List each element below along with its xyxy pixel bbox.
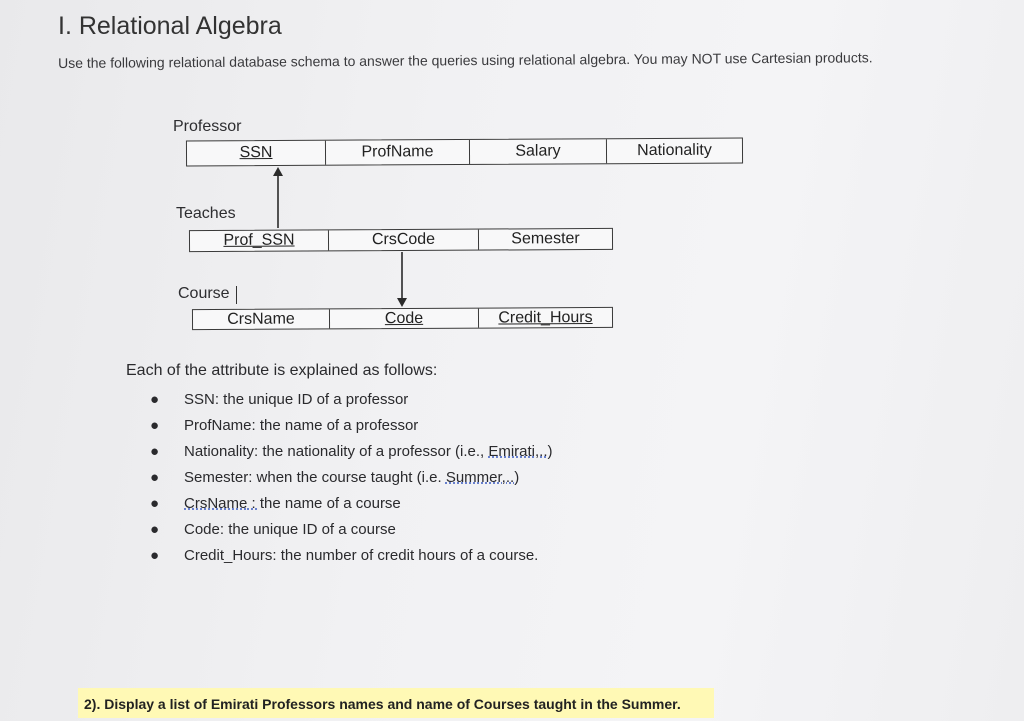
desc: : the unique ID of a course — [219, 520, 396, 538]
attribute-list — [150, 386, 553, 568]
term: CrsName — [184, 494, 248, 512]
professor-ssn-cell: SSN — [187, 141, 326, 166]
desc: : the nationality of a professor (i.e., — [254, 442, 489, 460]
desc: : the unique ID of a professor — [214, 390, 409, 408]
bullet-icon: ● — [150, 442, 160, 460]
list-item — [150, 464, 553, 490]
desc: : the number of credit hours of a course. — [272, 546, 539, 564]
list-item — [150, 542, 553, 568]
example: Emirati,.. — [488, 442, 548, 460]
arrow-teaches-to-professor — [273, 167, 283, 228]
bullet-icon: ● — [150, 520, 160, 538]
section-heading: I. Relational Algebra — [58, 12, 282, 40]
professor-table-name: Professor — [173, 118, 242, 135]
list-item — [150, 516, 553, 542]
teaches-prof-ssn-cell: Prof_SSN — [190, 230, 329, 251]
professor-nationality-cell: Nationality — [637, 141, 712, 160]
course-table-name: Course — [178, 285, 230, 302]
desc: the name of a course — [259, 494, 401, 512]
professor-profname-cell: ProfName — [326, 140, 470, 165]
desc: : when the course taught (i.e. — [248, 468, 446, 486]
bullet-icon: ● — [150, 494, 160, 512]
list-item — [150, 490, 553, 516]
term: SSN — [184, 390, 215, 408]
course-crsname-cell: CrsName — [193, 309, 330, 329]
list-item — [150, 438, 553, 464]
teaches-crscode-cell: CrsCode — [329, 230, 479, 251]
tail: ) — [514, 468, 520, 486]
tail: ) — [547, 442, 553, 460]
term: Credit_Hours — [184, 546, 273, 564]
bullet-icon: ● — [150, 468, 160, 486]
list-item — [150, 386, 553, 412]
teaches-table-name: Teaches — [176, 205, 236, 222]
course-credit-hours-cell: Credit_Hours — [498, 308, 593, 326]
question-highlight: 2). Display a list of Emirati Professors names and name of Courses taught in the Summer. — [78, 688, 714, 718]
bullet-icon: ● — [150, 546, 160, 564]
explanation-title: Each of the attribute is explained as follows: — [126, 362, 438, 379]
example: Summer,.. — [445, 468, 515, 486]
course-code-cell: Code — [330, 309, 479, 329]
teaches-semester-cell: Semester — [511, 230, 580, 248]
intro-text: Use the following relational database schema to answer the queries using relational algebra. You may NOT use Cartesian products. — [58, 49, 873, 71]
bullet-icon: ● — [150, 416, 160, 434]
professor-salary-cell: Salary — [470, 139, 607, 164]
desc: : the name of a professor — [251, 416, 419, 434]
term: Code — [184, 520, 220, 538]
term: Nationality — [184, 442, 255, 460]
term: ProfName — [184, 416, 252, 434]
list-item — [150, 412, 553, 438]
bullet-icon: ● — [150, 390, 160, 408]
arrow-teaches-to-course — [397, 252, 407, 307]
sep: : — [247, 494, 260, 512]
term: Semester — [184, 468, 249, 486]
